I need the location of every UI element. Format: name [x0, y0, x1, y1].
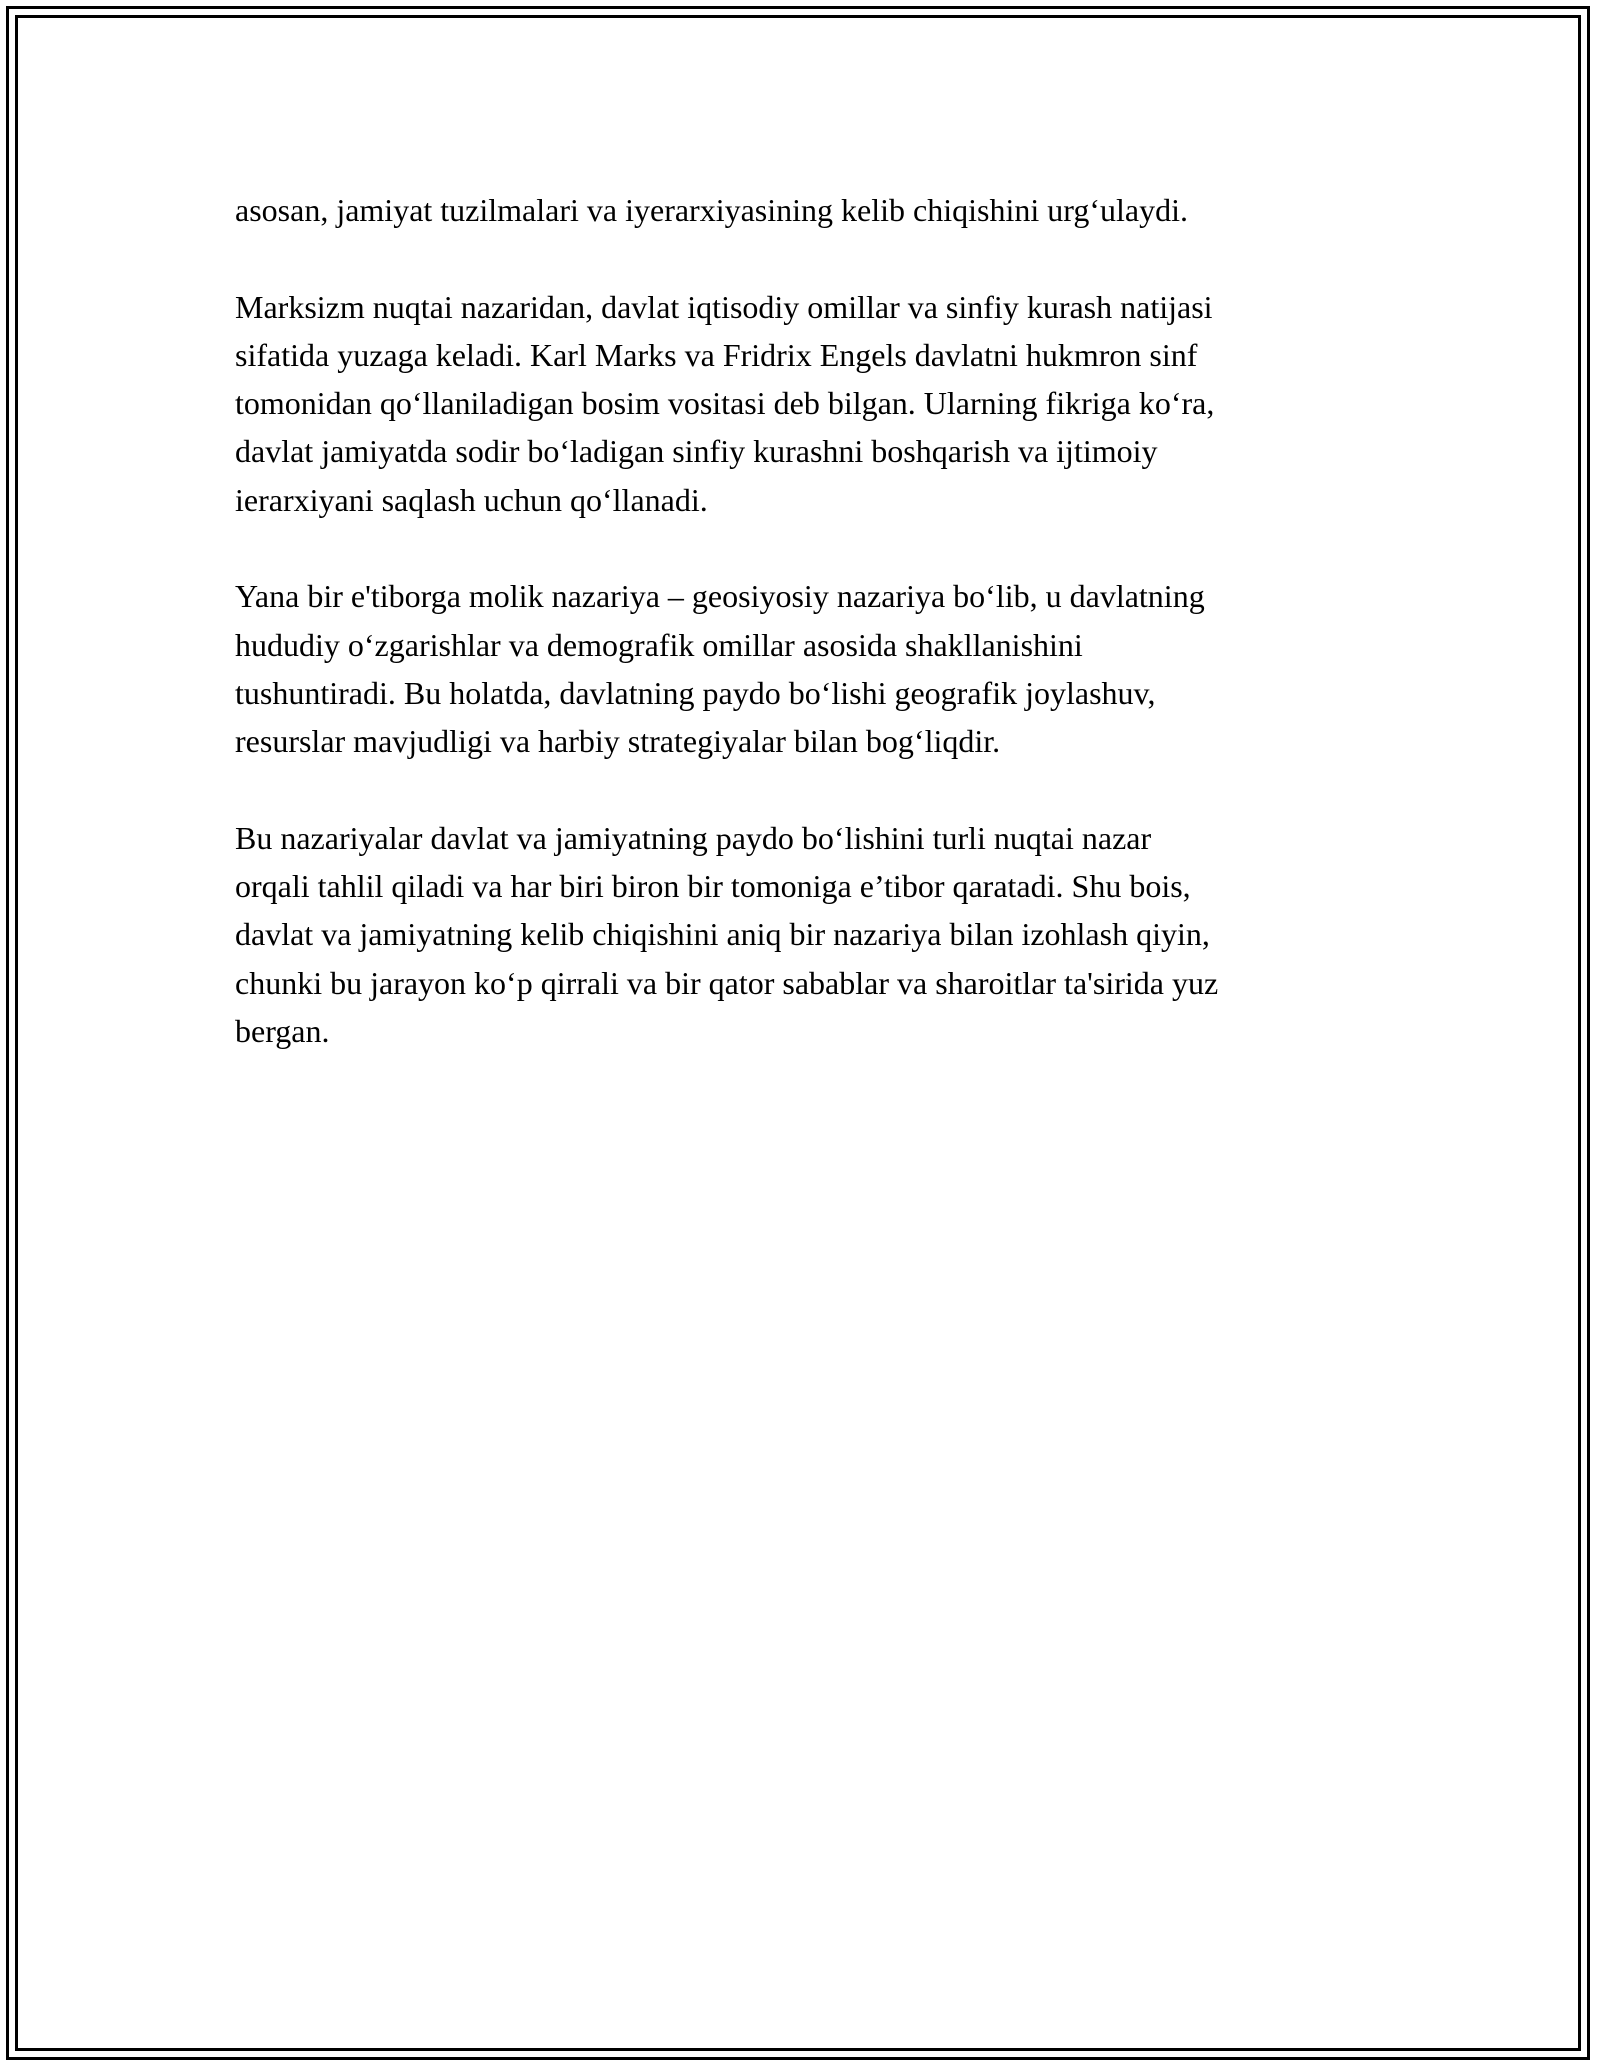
text-line: davlat jamiyatda sodir bo‘ladigan sinfiy kurashni boshqarish va ijtimoiy [235, 433, 1158, 470]
document-body [235, 186, 1375, 1104]
text-line: tushuntiradi. Bu holatda, davlatning paydo bo‘lishi geografik joylashuv, [235, 674, 1156, 711]
paragraph [235, 814, 1375, 1055]
text-line: bergan. [235, 1013, 330, 1050]
text-line: resurslar mavjudligi va harbiy strategiyalar bilan bog‘liqdir. [235, 723, 1001, 760]
text-line: asosan, jamiyat tuzilmalari va iyerarxiyasining kelib chiqishini urg‘ulaydi. [235, 192, 1188, 228]
text-line: ierarxiyani saqlash uchun qo‘llanadi. [235, 481, 708, 518]
text-line: Marksizm nuqtai nazaridan, davlat iqtisodiy omillar va sinfiy kurash natijasi [235, 288, 1213, 325]
text-line: chunki bu jarayon ko‘p qirrali va bir qator sabablar va sharoitlar ta'sirida yuz [235, 964, 1219, 1001]
text-line: tomonidan qo‘llaniladigan bosim vositasi deb bilgan. Ularning fikriga ko‘ra, [235, 385, 1215, 422]
text-line: sifatida yuzaga keladi. Karl Marks va Fridrix Engels davlatni hukmron sinf [235, 336, 1198, 373]
text-line: hududiy o‘zgarishlar va demografik omillar asosida shakllanishini [235, 626, 1083, 663]
text-line: orqali tahlil qiladi va har biri biron bir tomoniga e’tibor qaratadi. Shu bois, [235, 868, 1191, 905]
paragraph [235, 572, 1375, 765]
text-line: davlat va jamiyatning kelib chiqishini aniq bir nazariya bilan izohlash qiyin, [235, 916, 1210, 953]
text-line: Bu nazariyalar davlat va jamiyatning paydo bo‘lishini turli nuqtai nazar [235, 819, 1152, 856]
text-line: Yana bir e'tiborga molik nazariya – geosiyosiy nazariya bo‘lib, u davlatning [235, 578, 1205, 615]
paragraph [235, 186, 1375, 234]
paragraph [235, 283, 1375, 524]
